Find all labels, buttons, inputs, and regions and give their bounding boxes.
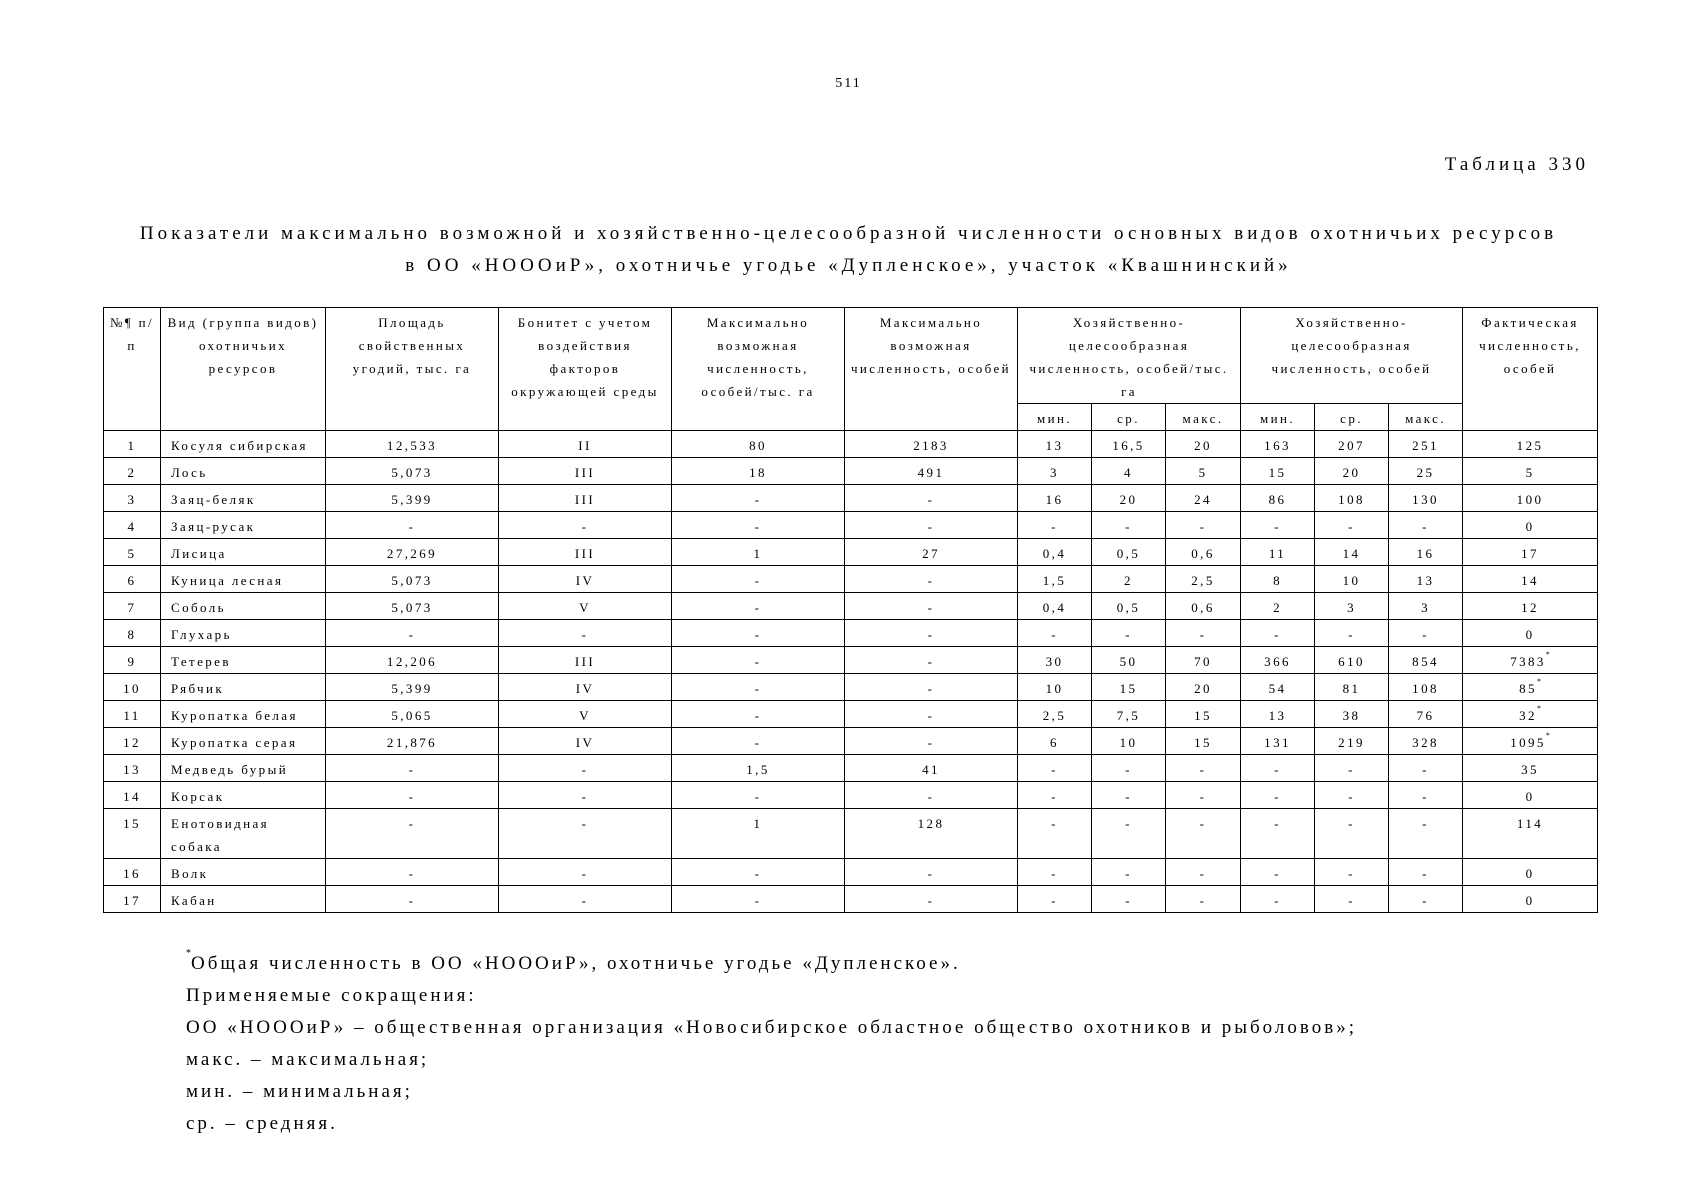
cell-species-name: Корсак xyxy=(161,782,326,809)
cell-density-max: 2,5 xyxy=(1166,566,1241,593)
cell-count-avg: 20 xyxy=(1315,458,1389,485)
cell-density-min: - xyxy=(1018,782,1092,809)
cell-species-name: Тетерев xyxy=(161,647,326,674)
cell-count-min: 15 xyxy=(1241,458,1315,485)
cell-count-min: 86 xyxy=(1241,485,1315,512)
cell-area: - xyxy=(326,512,499,539)
actual-value: 12 xyxy=(1521,600,1539,615)
cell-count-max: - xyxy=(1389,755,1463,782)
table-row xyxy=(104,458,1598,485)
cell-density-max: - xyxy=(1166,620,1241,647)
cell-max-count: 2183 xyxy=(845,431,1018,458)
table-row xyxy=(104,593,1598,620)
footnote-marker: * xyxy=(1536,704,1541,713)
cell-density-avg: - xyxy=(1092,782,1166,809)
cell-row-number: 10 xyxy=(104,674,161,701)
cell-row-number: 14 xyxy=(104,782,161,809)
cell-bonitet: III xyxy=(499,485,672,512)
cell-bonitet: - xyxy=(499,512,672,539)
table-row xyxy=(104,728,1598,755)
header-density-avg: ср. xyxy=(1092,404,1166,431)
table-row xyxy=(104,647,1598,674)
table-row xyxy=(104,755,1598,782)
cell-count-avg: 207 xyxy=(1315,431,1389,458)
cell-row-number: 15 xyxy=(104,809,161,859)
cell-species-name: Медведь бурый xyxy=(161,755,326,782)
cell-count-max: 3 xyxy=(1389,593,1463,620)
cell-max-density: - xyxy=(672,728,845,755)
table-row xyxy=(104,859,1598,886)
cell-count-min: - xyxy=(1241,782,1315,809)
cell-max-count: - xyxy=(845,728,1018,755)
cell-density-avg: 15 xyxy=(1092,674,1166,701)
note-line-3: макс. – максимальная; xyxy=(186,1049,430,1070)
actual-value: 85 xyxy=(1519,681,1537,696)
cell-species-name: Соболь xyxy=(161,593,326,620)
header-count-min: мин. xyxy=(1241,404,1315,431)
cell-actual xyxy=(1463,647,1598,674)
cell-count-avg: 610 xyxy=(1315,647,1389,674)
actual-value: 5 xyxy=(1525,465,1535,480)
table-label: Таблица 330 xyxy=(1444,154,1589,175)
cell-actual xyxy=(1463,431,1598,458)
footnote-text: Общая численность в ОО «НОООиР», охотничье угодье «Дупленское». xyxy=(191,953,961,974)
table-row xyxy=(104,431,1598,458)
cell-count-max: 25 xyxy=(1389,458,1463,485)
table-body xyxy=(104,431,1598,913)
cell-actual xyxy=(1463,620,1598,647)
header-max-count: Максимально возможная численность, особей xyxy=(845,308,1018,431)
header-density-max: макс. xyxy=(1166,404,1241,431)
table-row xyxy=(104,620,1598,647)
cell-density-avg: - xyxy=(1092,886,1166,913)
cell-area: 5,399 xyxy=(326,674,499,701)
cell-density-avg: 7,5 xyxy=(1092,701,1166,728)
cell-count-max: - xyxy=(1389,782,1463,809)
cell-actual xyxy=(1463,859,1598,886)
header-area: Площадь свойственных угодий, тыс. га xyxy=(326,308,499,431)
cell-max-count: - xyxy=(845,701,1018,728)
cell-density-avg: - xyxy=(1092,512,1166,539)
cell-count-avg: 108 xyxy=(1315,485,1389,512)
cell-count-max: 76 xyxy=(1389,701,1463,728)
cell-species-name: Волк xyxy=(161,859,326,886)
cell-count-min: 2 xyxy=(1241,593,1315,620)
cell-actual xyxy=(1463,485,1598,512)
cell-density-avg: 4 xyxy=(1092,458,1166,485)
cell-density-max: 24 xyxy=(1166,485,1241,512)
cell-max-count: - xyxy=(845,620,1018,647)
header-row-1 xyxy=(104,308,1598,404)
cell-max-density: - xyxy=(672,566,845,593)
cell-count-avg: 10 xyxy=(1315,566,1389,593)
cell-max-density: 1 xyxy=(672,539,845,566)
cell-row-number: 12 xyxy=(104,728,161,755)
cell-density-avg: 20 xyxy=(1092,485,1166,512)
cell-density-max: - xyxy=(1166,512,1241,539)
table-row xyxy=(104,539,1598,566)
cell-row-number: 6 xyxy=(104,566,161,593)
cell-count-avg: 14 xyxy=(1315,539,1389,566)
cell-species-name: Кабан xyxy=(161,886,326,913)
cell-count-avg: 219 xyxy=(1315,728,1389,755)
cell-actual xyxy=(1463,755,1598,782)
cell-max-count: 491 xyxy=(845,458,1018,485)
cell-max-density: - xyxy=(672,512,845,539)
table-row xyxy=(104,674,1598,701)
cell-density-max: 20 xyxy=(1166,431,1241,458)
cell-max-density: - xyxy=(672,782,845,809)
cell-row-number: 4 xyxy=(104,512,161,539)
cell-area: 5,073 xyxy=(326,593,499,620)
cell-actual xyxy=(1463,593,1598,620)
cell-species-name: Лисица xyxy=(161,539,326,566)
actual-value: 35 xyxy=(1521,762,1539,777)
cell-count-min: 11 xyxy=(1241,539,1315,566)
cell-density-min: - xyxy=(1018,755,1092,782)
cell-count-min: - xyxy=(1241,809,1315,859)
cell-max-count: - xyxy=(845,782,1018,809)
cell-density-avg: - xyxy=(1092,809,1166,859)
actual-value: 14 xyxy=(1521,573,1539,588)
actual-value: 0 xyxy=(1525,627,1535,642)
page-number: 511 xyxy=(835,76,862,91)
cell-density-min: - xyxy=(1018,512,1092,539)
cell-species-name: Заяц-беляк xyxy=(161,485,326,512)
cell-density-max: 15 xyxy=(1166,728,1241,755)
footnote-marker: * xyxy=(186,948,191,959)
note-line-2: ОО «НОООиР» – общественная организация «Новосибирское областное общество охотников и рыболовов»; xyxy=(186,1017,1357,1038)
header-count-max: макс. xyxy=(1389,404,1463,431)
cell-density-min: - xyxy=(1018,809,1092,859)
cell-bonitet: IV xyxy=(499,566,672,593)
actual-value: 32 xyxy=(1519,708,1537,723)
footnote xyxy=(186,948,1357,980)
cell-density-avg: 2 xyxy=(1092,566,1166,593)
cell-actual xyxy=(1463,458,1598,485)
cell-density-max: - xyxy=(1166,809,1241,859)
cell-count-min: - xyxy=(1241,886,1315,913)
cell-density-max: 70 xyxy=(1166,647,1241,674)
cell-count-max: 854 xyxy=(1389,647,1463,674)
cell-density-min: 13 xyxy=(1018,431,1092,458)
cell-row-number: 7 xyxy=(104,593,161,620)
cell-density-avg: - xyxy=(1092,620,1166,647)
cell-max-density: - xyxy=(672,620,845,647)
cell-density-min: - xyxy=(1018,859,1092,886)
cell-bonitet: III xyxy=(499,647,672,674)
cell-density-max: 15 xyxy=(1166,701,1241,728)
cell-bonitet: V xyxy=(499,593,672,620)
cell-count-avg: - xyxy=(1315,859,1389,886)
cell-density-max: - xyxy=(1166,859,1241,886)
table-title xyxy=(100,218,1597,282)
footnote-marker: * xyxy=(1545,650,1550,659)
cell-count-avg: - xyxy=(1315,755,1389,782)
cell-count-min: 163 xyxy=(1241,431,1315,458)
actual-value: 7383 xyxy=(1510,654,1546,669)
cell-actual xyxy=(1463,809,1598,859)
cell-density-min: 3 xyxy=(1018,458,1092,485)
cell-density-min: 30 xyxy=(1018,647,1092,674)
cell-row-number: 8 xyxy=(104,620,161,647)
cell-bonitet: II xyxy=(499,431,672,458)
table-row xyxy=(104,782,1598,809)
cell-species-name: Куница лесная xyxy=(161,566,326,593)
note-line-5: ср. – средняя. xyxy=(186,1113,338,1134)
table-row xyxy=(104,701,1598,728)
cell-area: 12,533 xyxy=(326,431,499,458)
cell-species-name: Рябчик xyxy=(161,674,326,701)
cell-bonitet: - xyxy=(499,620,672,647)
cell-density-avg: 0,5 xyxy=(1092,593,1166,620)
actual-value: 0 xyxy=(1525,519,1535,534)
cell-max-count: - xyxy=(845,566,1018,593)
cell-area: 21,876 xyxy=(326,728,499,755)
cell-density-max: 0,6 xyxy=(1166,539,1241,566)
cell-count-max: - xyxy=(1389,886,1463,913)
cell-max-count: - xyxy=(845,674,1018,701)
cell-actual xyxy=(1463,566,1598,593)
cell-row-number: 3 xyxy=(104,485,161,512)
table-row xyxy=(104,886,1598,913)
cell-species-name: Заяц-русак xyxy=(161,512,326,539)
cell-density-min: 10 xyxy=(1018,674,1092,701)
cell-count-min: 13 xyxy=(1241,701,1315,728)
table-row xyxy=(104,809,1598,859)
cell-count-min: 54 xyxy=(1241,674,1315,701)
cell-count-max: 16 xyxy=(1389,539,1463,566)
cell-area: - xyxy=(326,809,499,859)
cell-density-avg: 16,5 xyxy=(1092,431,1166,458)
cell-species-name: Куропатка серая xyxy=(161,728,326,755)
cell-bonitet: IV xyxy=(499,728,672,755)
cell-max-density: - xyxy=(672,647,845,674)
cell-max-density: 1 xyxy=(672,809,845,859)
actual-value: 17 xyxy=(1521,546,1539,561)
cell-density-avg: - xyxy=(1092,755,1166,782)
cell-max-density: - xyxy=(672,593,845,620)
actual-value: 0 xyxy=(1525,789,1535,804)
cell-area: 5,073 xyxy=(326,566,499,593)
cell-max-count: - xyxy=(845,886,1018,913)
cell-count-avg: - xyxy=(1315,886,1389,913)
cell-bonitet: - xyxy=(499,859,672,886)
cell-bonitet: III xyxy=(499,539,672,566)
cell-density-max: 0,6 xyxy=(1166,593,1241,620)
cell-max-density: - xyxy=(672,485,845,512)
cell-density-avg: 0,5 xyxy=(1092,539,1166,566)
table-row xyxy=(104,512,1598,539)
cell-max-density: 18 xyxy=(672,458,845,485)
cell-density-max: - xyxy=(1166,755,1241,782)
cell-count-max: 328 xyxy=(1389,728,1463,755)
header-eco-count: Хозяйственно-целесообразная численность, особей xyxy=(1241,308,1463,404)
cell-max-density: - xyxy=(672,701,845,728)
header-actual: Фактическая численность, особей xyxy=(1463,308,1598,431)
cell-count-avg: 81 xyxy=(1315,674,1389,701)
notes xyxy=(186,948,1357,1140)
cell-area: - xyxy=(326,859,499,886)
cell-density-avg: - xyxy=(1092,859,1166,886)
cell-area: 5,399 xyxy=(326,485,499,512)
cell-actual xyxy=(1463,782,1598,809)
cell-max-count: - xyxy=(845,859,1018,886)
cell-count-min: - xyxy=(1241,859,1315,886)
cell-density-min: 2,5 xyxy=(1018,701,1092,728)
cell-bonitet: - xyxy=(499,755,672,782)
cell-actual xyxy=(1463,539,1598,566)
cell-row-number: 13 xyxy=(104,755,161,782)
cell-density-min: 0,4 xyxy=(1018,593,1092,620)
cell-species-name: Глухарь xyxy=(161,620,326,647)
cell-actual xyxy=(1463,728,1598,755)
cell-bonitet: - xyxy=(499,782,672,809)
header-num: №¶ п/п xyxy=(104,308,161,431)
cell-density-avg: 10 xyxy=(1092,728,1166,755)
cell-max-count: - xyxy=(845,647,1018,674)
cell-max-count: 41 xyxy=(845,755,1018,782)
cell-count-avg: - xyxy=(1315,620,1389,647)
cell-density-min: 16 xyxy=(1018,485,1092,512)
actual-value: 114 xyxy=(1516,816,1544,831)
cell-count-max: 251 xyxy=(1389,431,1463,458)
cell-bonitet: V xyxy=(499,701,672,728)
cell-area: - xyxy=(326,755,499,782)
cell-density-max: - xyxy=(1166,886,1241,913)
cell-density-max: 5 xyxy=(1166,458,1241,485)
header-eco-density: Хозяйственно-целесообразная численность, особей/тыс. га xyxy=(1018,308,1241,404)
cell-bonitet: III xyxy=(499,458,672,485)
cell-row-number: 11 xyxy=(104,701,161,728)
cell-species-name: Енотовидная собака xyxy=(161,809,326,859)
cell-area: - xyxy=(326,782,499,809)
table-title-line-2: в ОО «НОООиР», охотничье угодье «Дупленское», участок «Квашнинский» xyxy=(405,255,1292,276)
cell-count-max: 13 xyxy=(1389,566,1463,593)
cell-density-max: 20 xyxy=(1166,674,1241,701)
cell-actual xyxy=(1463,886,1598,913)
cell-count-avg: - xyxy=(1315,782,1389,809)
actual-value: 0 xyxy=(1525,866,1535,881)
cell-count-avg: 38 xyxy=(1315,701,1389,728)
cell-max-density: 80 xyxy=(672,431,845,458)
cell-row-number: 9 xyxy=(104,647,161,674)
cell-max-count: - xyxy=(845,485,1018,512)
header-species: Вид (группа видов) охотничьих ресурсов xyxy=(161,308,326,431)
cell-density-avg: 50 xyxy=(1092,647,1166,674)
cell-bonitet: - xyxy=(499,809,672,859)
cell-actual xyxy=(1463,674,1598,701)
cell-max-density: 1,5 xyxy=(672,755,845,782)
table-title-line-1: Показатели максимально возможной и хозяйственно-целесообразной численности основных видов охотничьих ресурсов xyxy=(139,223,1558,244)
cell-max-density: - xyxy=(672,674,845,701)
cell-count-min: - xyxy=(1241,620,1315,647)
cell-count-max: - xyxy=(1389,620,1463,647)
cell-density-min: 0,4 xyxy=(1018,539,1092,566)
cell-count-max: - xyxy=(1389,809,1463,859)
footnote-marker: * xyxy=(1545,731,1550,740)
cell-area: - xyxy=(326,886,499,913)
cell-actual xyxy=(1463,512,1598,539)
cell-row-number: 1 xyxy=(104,431,161,458)
cell-count-max: - xyxy=(1389,859,1463,886)
cell-density-max: - xyxy=(1166,782,1241,809)
table-row xyxy=(104,566,1598,593)
cell-count-max: - xyxy=(1389,512,1463,539)
cell-species-name: Куропатка белая xyxy=(161,701,326,728)
actual-value: 125 xyxy=(1516,438,1544,453)
cell-max-count: - xyxy=(845,593,1018,620)
cell-count-avg: - xyxy=(1315,512,1389,539)
cell-max-count: - xyxy=(845,512,1018,539)
cell-count-min: 131 xyxy=(1241,728,1315,755)
cell-actual xyxy=(1463,701,1598,728)
cell-row-number: 17 xyxy=(104,886,161,913)
cell-area: 5,073 xyxy=(326,458,499,485)
footnote-marker: * xyxy=(1536,677,1541,686)
cell-density-min: - xyxy=(1018,886,1092,913)
cell-density-min: 6 xyxy=(1018,728,1092,755)
cell-max-density: - xyxy=(672,859,845,886)
cell-density-min: - xyxy=(1018,620,1092,647)
data-table xyxy=(103,307,1598,913)
header-bonitet: Бонитет с учетом воздействия факторов окружающей среды xyxy=(499,308,672,431)
cell-area: 12,206 xyxy=(326,647,499,674)
cell-max-count: 128 xyxy=(845,809,1018,859)
header-density-min: мин. xyxy=(1018,404,1092,431)
cell-row-number: 2 xyxy=(104,458,161,485)
cell-count-min: 366 xyxy=(1241,647,1315,674)
actual-value: 0 xyxy=(1525,893,1535,908)
cell-area: 5,065 xyxy=(326,701,499,728)
cell-max-density: - xyxy=(672,886,845,913)
actual-value: 100 xyxy=(1516,492,1544,507)
note-line-1: Применяемые сокращения: xyxy=(186,985,477,1006)
cell-count-min: 8 xyxy=(1241,566,1315,593)
cell-area: - xyxy=(326,620,499,647)
table-row xyxy=(104,485,1598,512)
cell-bonitet: IV xyxy=(499,674,672,701)
cell-count-avg: - xyxy=(1315,809,1389,859)
cell-count-max: 108 xyxy=(1389,674,1463,701)
cell-species-name: Косуля сибирская xyxy=(161,431,326,458)
cell-count-avg: 3 xyxy=(1315,593,1389,620)
header-count-avg: ср. xyxy=(1315,404,1389,431)
cell-count-max: 130 xyxy=(1389,485,1463,512)
cell-count-min: - xyxy=(1241,755,1315,782)
cell-row-number: 16 xyxy=(104,859,161,886)
header-max-density: Максимально возможная численность, особей/тыс. га xyxy=(672,308,845,431)
actual-value: 1095 xyxy=(1510,735,1546,750)
cell-area: 27,269 xyxy=(326,539,499,566)
cell-max-count: 27 xyxy=(845,539,1018,566)
cell-count-min: - xyxy=(1241,512,1315,539)
cell-bonitet: - xyxy=(499,886,672,913)
cell-species-name: Лось xyxy=(161,458,326,485)
cell-density-min: 1,5 xyxy=(1018,566,1092,593)
cell-row-number: 5 xyxy=(104,539,161,566)
note-line-4: мин. – минимальная; xyxy=(186,1081,413,1102)
